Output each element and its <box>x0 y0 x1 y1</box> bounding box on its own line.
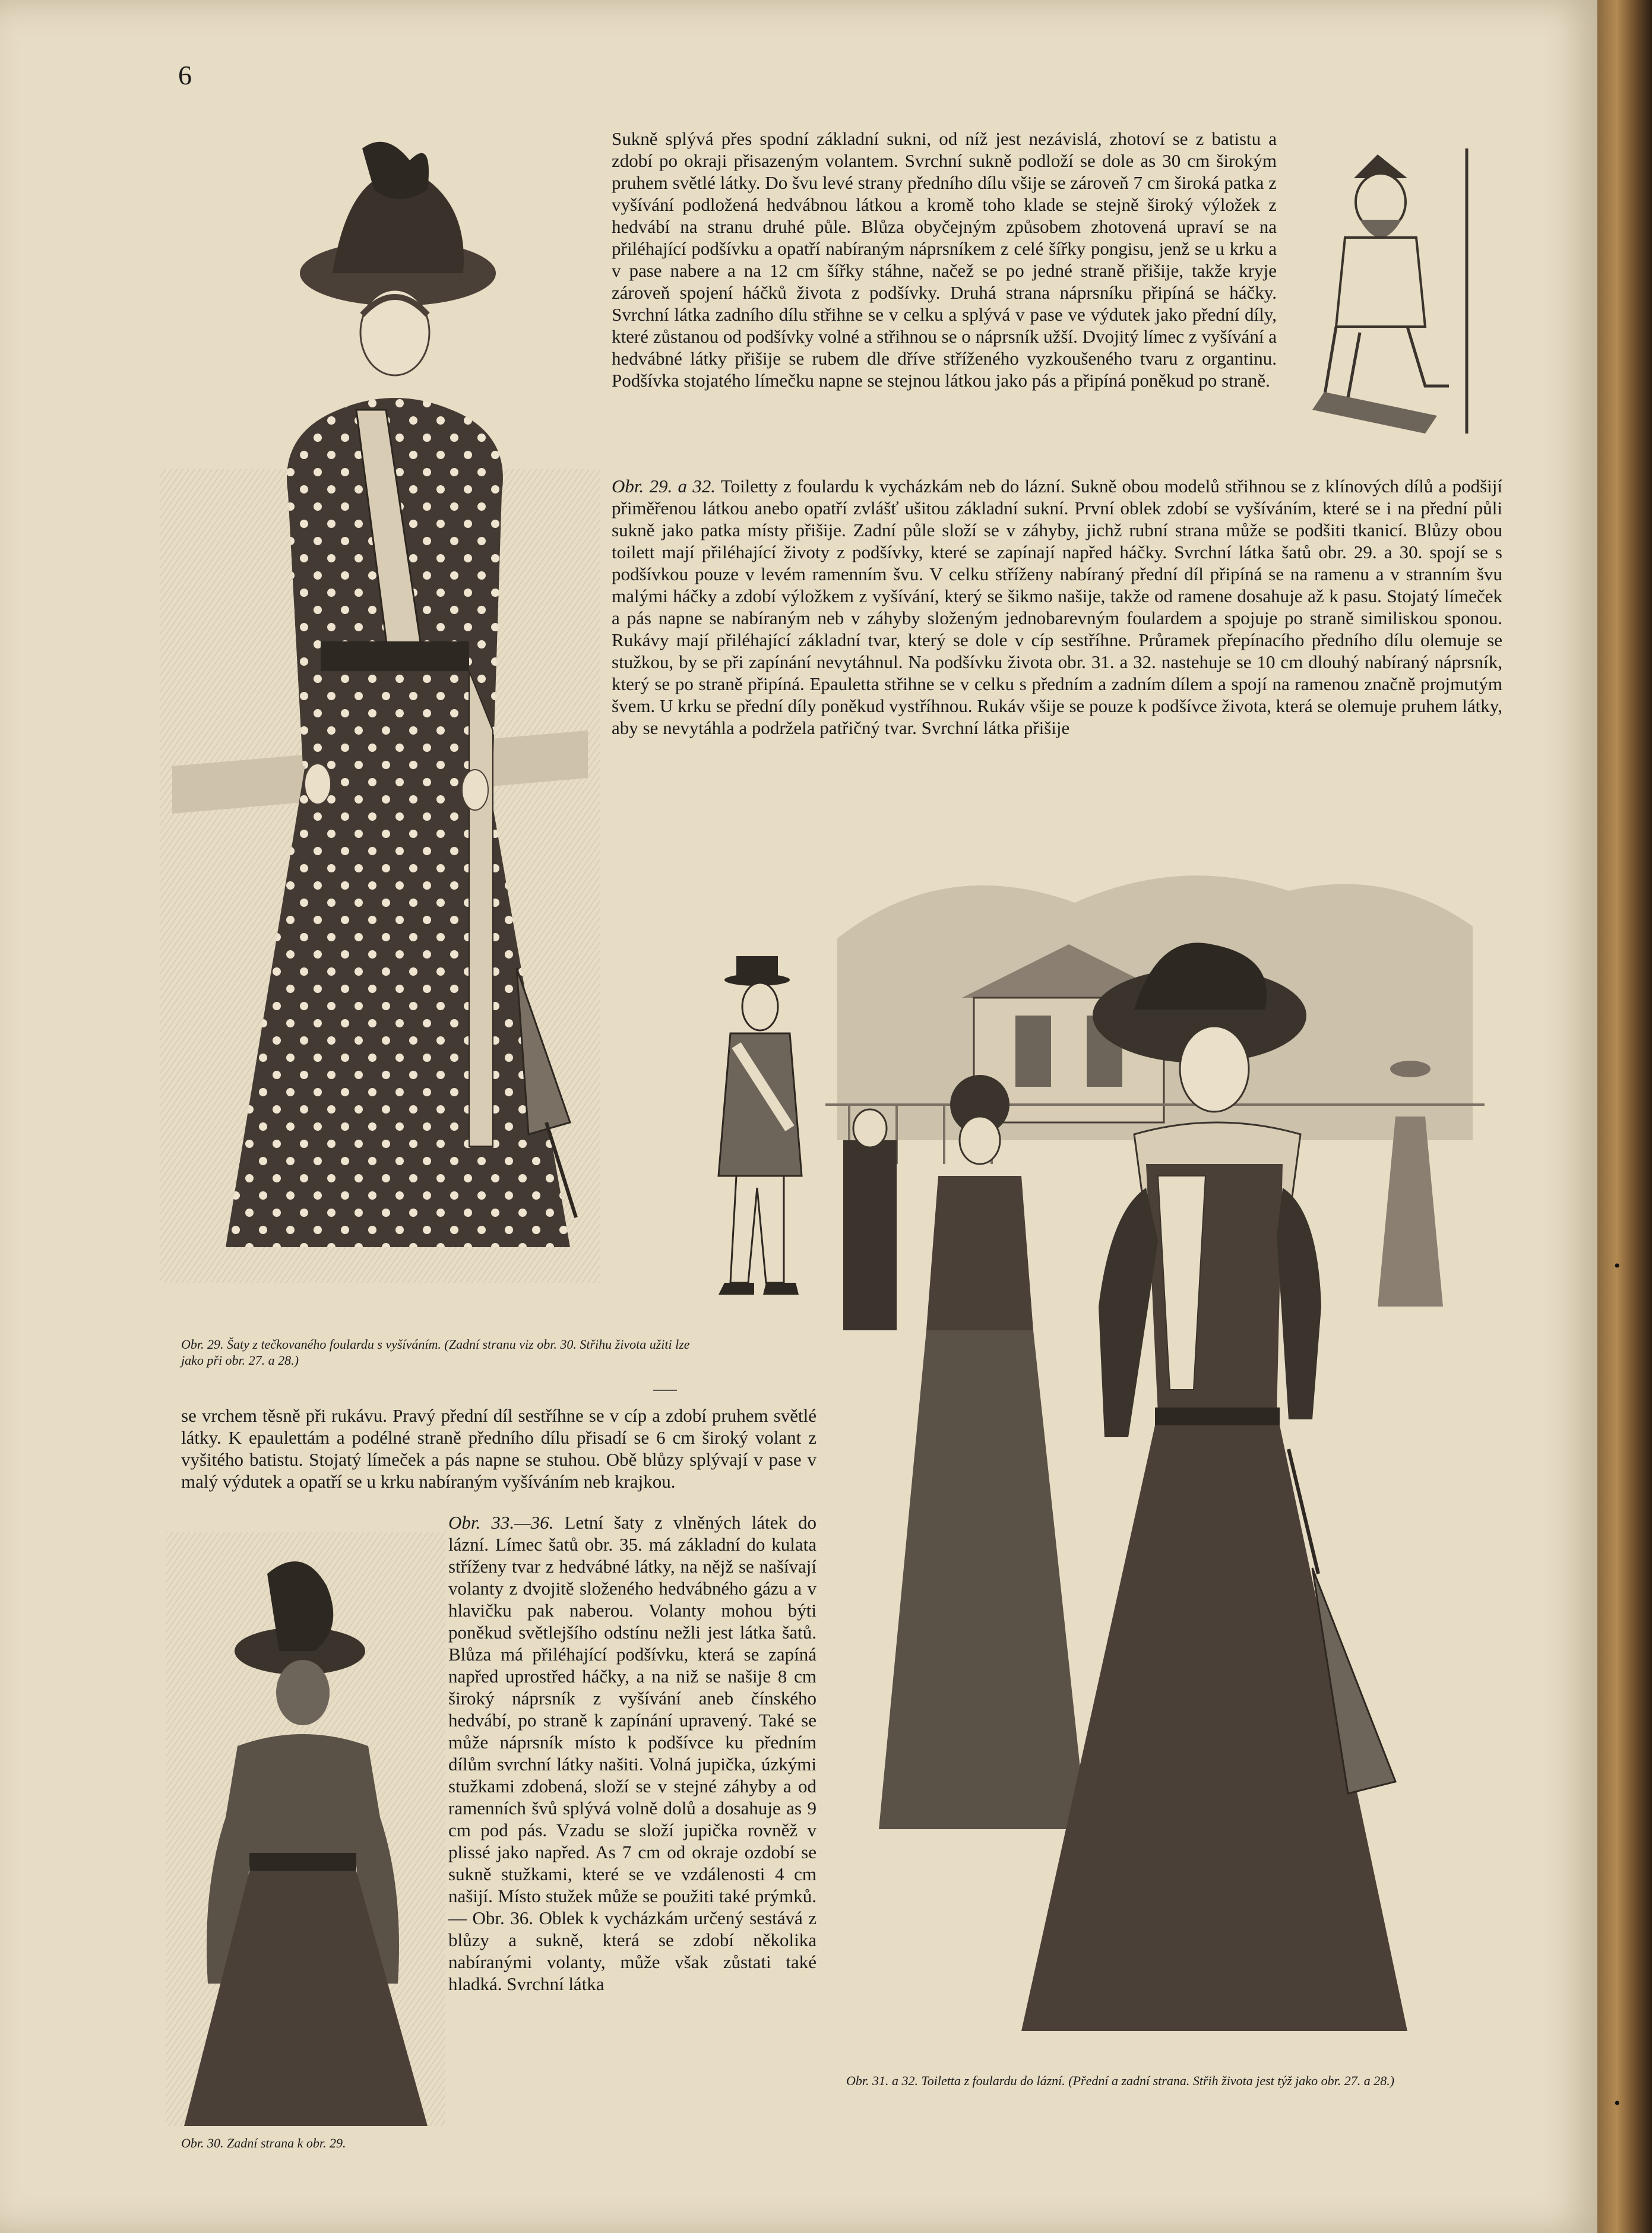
caption-figure-30: Obr. 30. Zadní strana k obr. 29. <box>181 2136 346 2150</box>
gnome-vignette-illustration <box>1289 137 1502 457</box>
caption-divider <box>653 1390 677 1391</box>
figure-reference-29-32: Obr. 29. a 32. <box>612 476 716 496</box>
figure-31-32-foulard-toilette <box>825 855 1485 2055</box>
figure-reference-33-36: Obr. 33.—36. <box>448 1512 554 1533</box>
caption-figure-29: Obr. 29. Šaty z tečkovaného foulardu s vyšíváním. (Zadní stranu viz obr. 30. Střihu života užiti lze jako při obr. 27. a 28.) <box>181 1337 690 1368</box>
article-text-top-paragraph-2 <box>612 475 1502 739</box>
article-text-top-paragraph-1: Sukně splývá přes spodní základní sukni, od níž jest nezávislá, zhotoví se z batistu a zdobí po okraji přisazeným volantem. Svrchní sukně podloží se dole as 30 cm širokým pruhem světlé látky. Do švu levé strany předního dílu všije se zároveň 7 cm široká patka z vyšívání podložená hedvábnou látkou a kromě toho klade se stejně široký výložek z hedvábí na stranu druhé půle. Blůza obyčejným způsobem zhotovená upraví se na přiléhající podšívku a opatří nabíraným náprsníkem z celé šířky pongisu, jenž se u krku a v pase nabere a na 12 cm šířky stáhne, načež se po jedné straně přišije, takže kryje zároveň spojení háčků života z podšívky. Druhá strana náprsníku připíná se háčky. Svrchní látka zadního dílu střihne se v celku a splývá v pase ve výdutek jako přední díly, které zůstanou od podšívky volné a střihnou se o náprsník užší. Dvojitý límec z vyšívání a hedvábné látky přišije se rubem dle dříve stříženého vyzkoušeného tvaru z organtinu. Podšívka stojatého límečku napne se stejnou látkou jako pás a připíná poněkud po straně. <box>612 128 1277 391</box>
page-edge-binding <box>1597 0 1652 2233</box>
man-with-hat-vignette-illustration <box>701 950 819 1318</box>
edge-dot: • <box>1614 2093 1621 2113</box>
article-text-bottom-paragraph-1: se vrchem těsně při rukávu. Pravý přední díl sestříhne se v cíp a zdobí pruhem světlé látky. K epaulettám a podélné straně předního dílu přisadí se 6 cm široký volant z vyšitého batistu. Stojatý límeček a pás napne se stuhou. Obě blůzy splývají v pase v malý výdutek a opatří se u krku nabíraným vyšíváním neb krajkou. <box>181 1405 816 1492</box>
figure-30-back-view <box>166 1532 445 2126</box>
article-text-summer-dress-description: Letní šaty z vlněných látek do lázní. Límec šatů obr. 35. má základní do kulata stříženy tvar z hedvábné látky, na nějž se našívají volanty z dvojitě složeného hedvábného gázu a v hlavičku pak naberou. Volanty mohou býti poněkud světlejšího odstínu nežli jest látka šatů. Blůza má přiléhající podšívku, která se zapíná napřed uprostřed háčky, a na niž se našije 8 cm široký náprsník z vyšívání aneb čínského hedvábí, po straně k zapínání upravený. Také se může náprsník místo k podšívce ku předním dílům svrchní látky našiti. Volná jupička, úzkými stužkami zdobená, složí se v stejné záhyby a od ramenních švů splývá volně dolů a dosahuje as 9 cm pod pás. Vzadu se složí jupička rovněž v plissé jako napřed. As 7 cm od okraje ozdobí se sukně stužkami, které se ve vzdálenosti 4 cm našijí. Místo stužek může se použiti také prýmků. — Obr. 36. Oblek k vycházkám určený sestává z blůzy a sukně, která se zdobí několika nabíranými volanty, může však zůstati také hladká. Svrchní látka <box>448 1512 816 1994</box>
page-number: 6 <box>178 60 192 90</box>
article-text-toilettes-description: Toiletty z foulardu k vycházkám neb do lázní. Sukně obou modelů střihnou se z klínových dílů a podšijí přiměřenou látkou anebo opatří zvlášť ušitou základní sukní. První oblek zdobí se vyšíváním, které se i na přední půli sukně jako patka místy přišije. Zadní půle složí se v záhyby, jichž rubní strana může se podšiti tkanicí. Blůzy obou toilett mají přiléhající životy z podšívky, které se zapínají napřed háčky. Svrchní látka šatů obr. 29. a 30. spojí se s podšívkou pouze v levém ramenním švu. V celku stříženy nabíraný přední díl připíná se na ramenu a v stranním švu malými háčky a zdobí výložkem z vyšívání, který se šikmo našije, takže od ramene dosahuje až k pasu. Stojatý límeček a pás napne se nabíraným neb v záhyby složeným jednobarevným foulardem a spojuje po straně similiskou sponou. Rukávy mají přiléhající základní tvar, který se dole v cíp sestříhne. Průramek přepínacího předního dílu olemuje se stužkou, by se při zapínání nevytáhnul. Na podšívku života obr. 31. a 32. nastehuje se 10 cm dlouhý nabíraný náprsník, který se po straně připíná. Epauletta střihne se v celku s předním a zadním dílem a spojí na ramenou značně projmutým švem. U krku se přední díly poněkud vystříhnou. Rukáv všije se pouze k podšívce života, která se olemuje pruhem látky, aby se nevytáhla a podržela patřičný tvar. Svrchní látka přišije <box>612 476 1503 738</box>
caption-figure-31-32: Obr. 31. a 32. Toiletta z foulardu do lázní. (Přední a zadní strana. Střih života jest týž jako obr. 27. a 28.) <box>846 2073 1395 2088</box>
figure-29-polka-dot-dress <box>160 137 600 1283</box>
article-text-bottom-paragraph-2 <box>448 1511 816 1995</box>
edge-dot: • <box>1614 1256 1621 1276</box>
